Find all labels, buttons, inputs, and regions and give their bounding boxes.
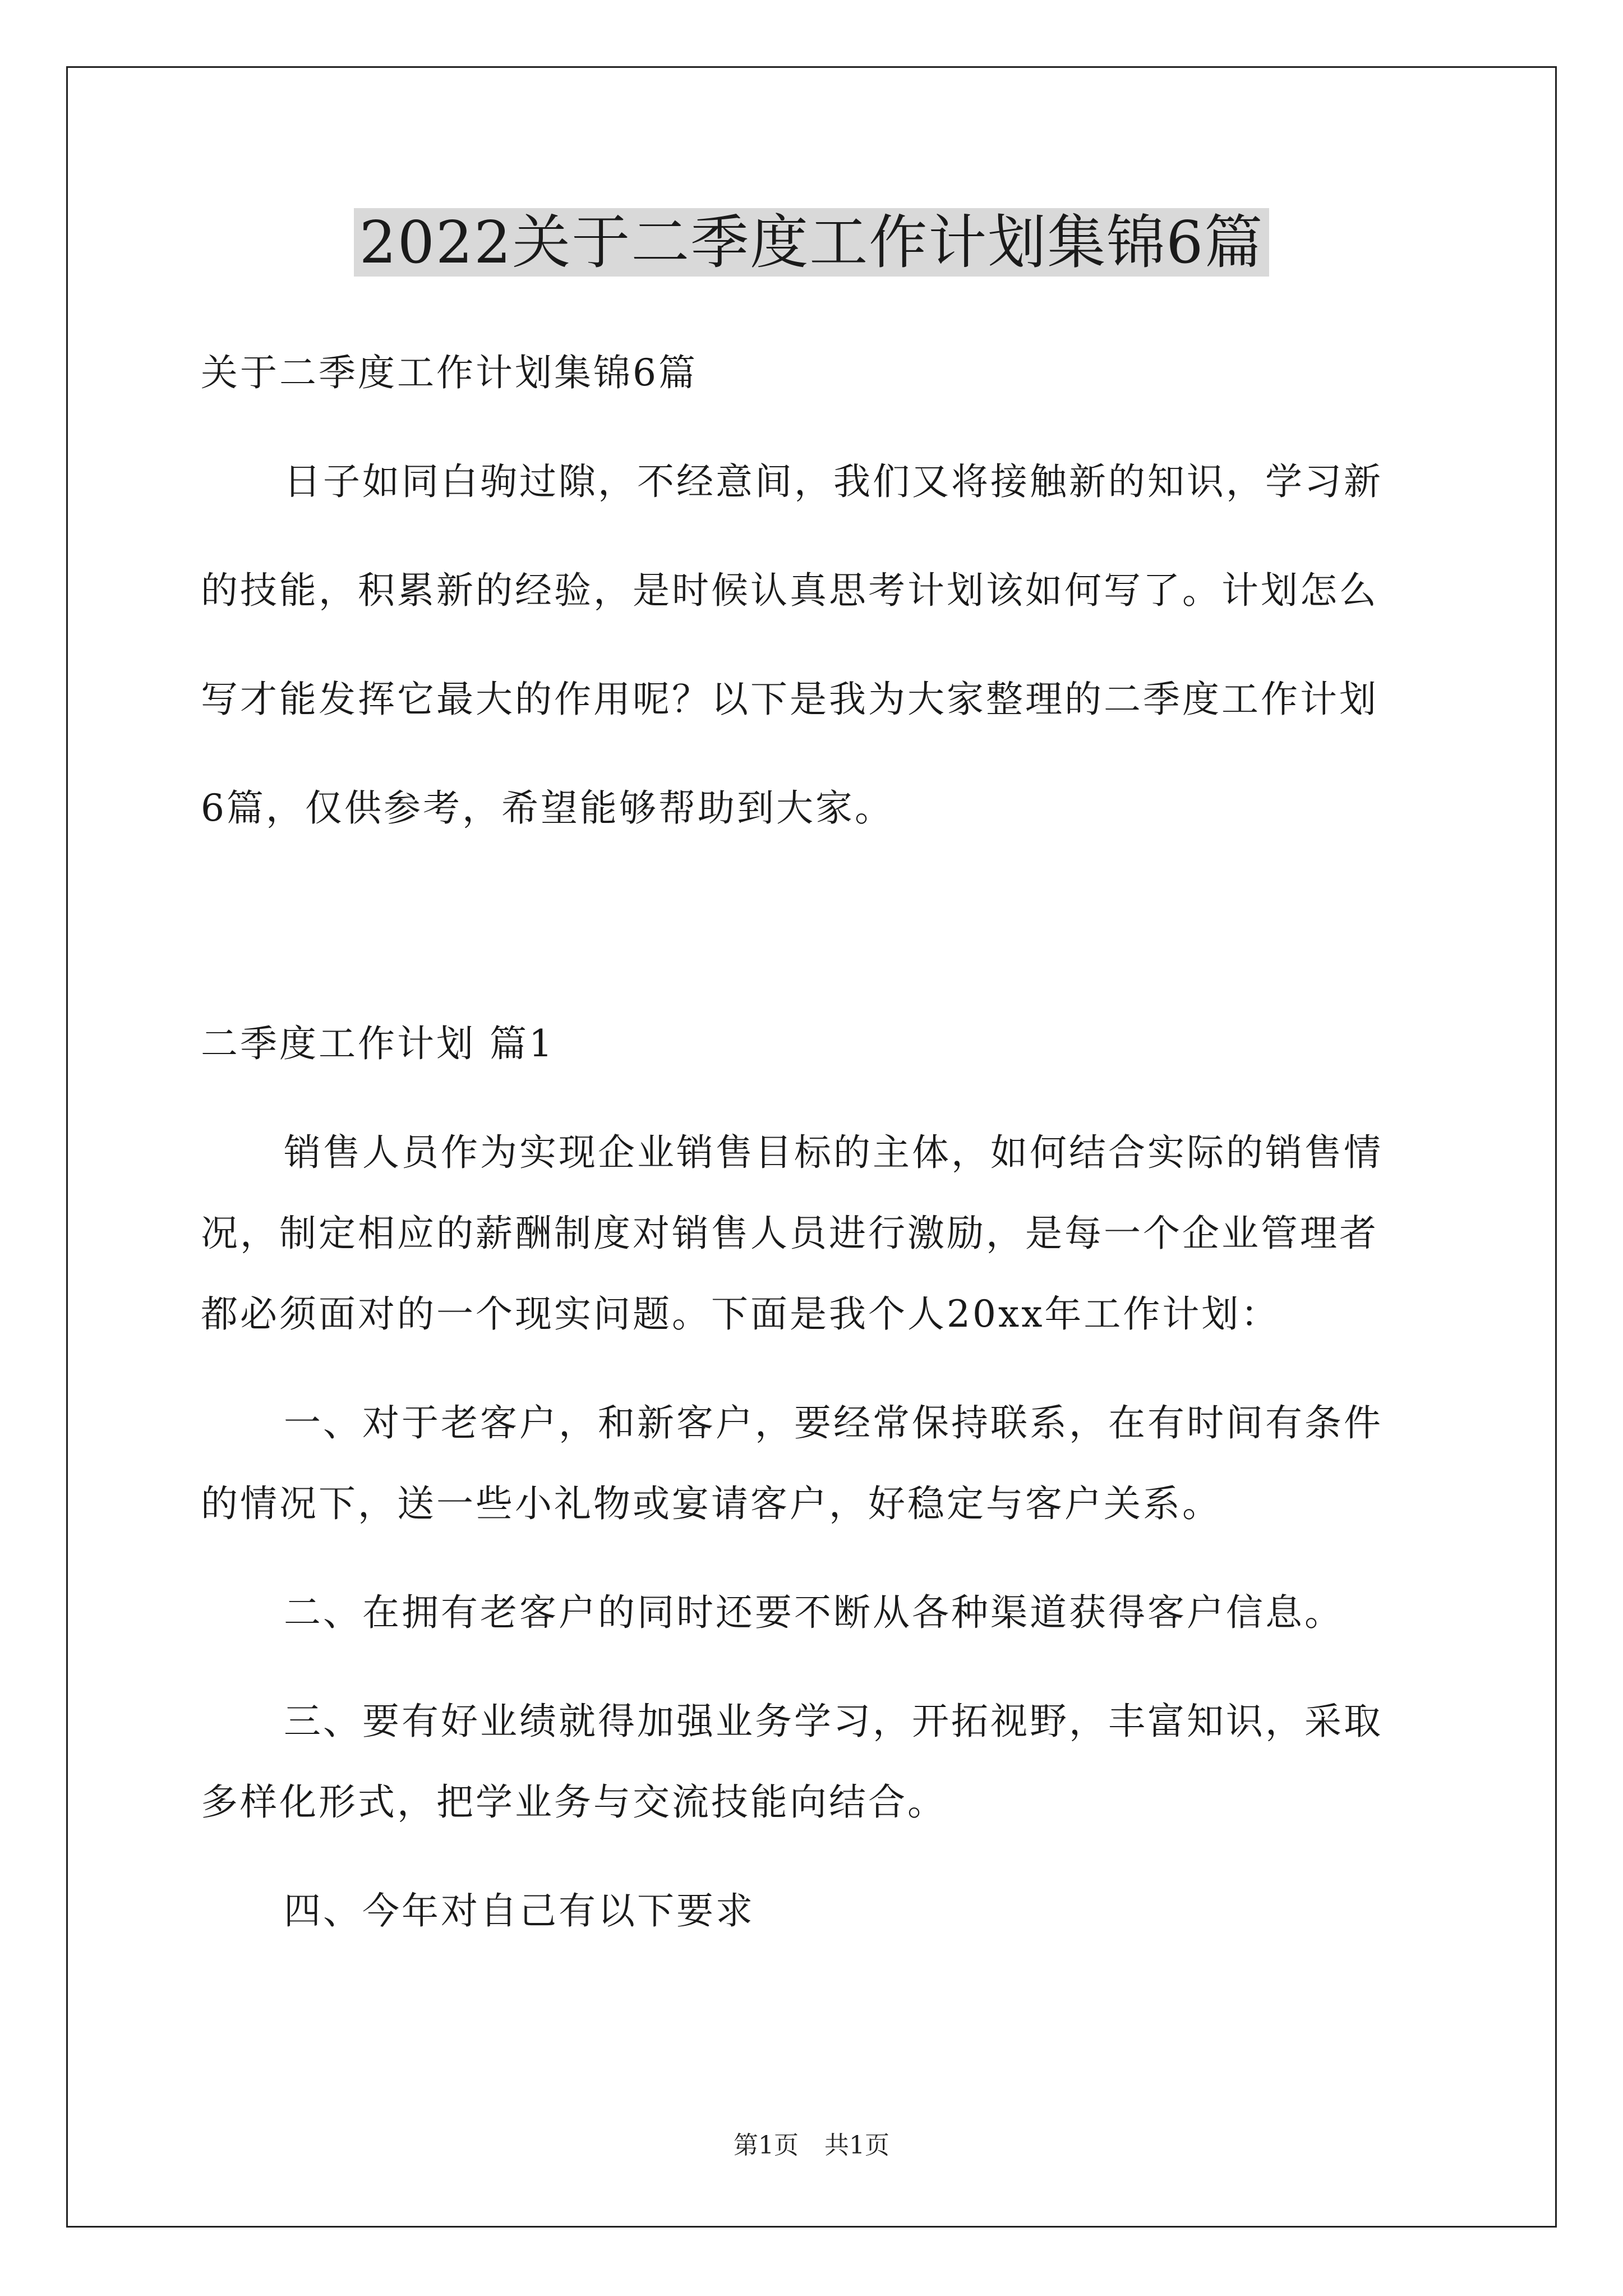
- paragraph-line: 都必须面对的一个现实问题。下面是我个人20xx年工作计划：: [201, 1292, 1280, 1336]
- paragraph-line: 三、要有好业绩就得加强业务学习，开拓视野，丰富知识，采取: [284, 1700, 1383, 1743]
- paragraph-line: 写才能发挥它最大的作用呢？以下是我为大家整理的二季度工作计划: [201, 678, 1378, 721]
- page-footer: [0, 2129, 1623, 2162]
- paragraph-line: 况，制定相应的薪酬制度对销售人员进行激励，是每一个企业管理者: [201, 1212, 1378, 1255]
- paragraph-line: 日子如同白驹过隙，不经意间，我们又将接触新的知识，学习新: [284, 460, 1383, 503]
- page-number-current: 第1页: [734, 2131, 799, 2160]
- paragraph-line: 二、在拥有老客户的同时还要不断从各种渠道获得客户信息。: [284, 1591, 1344, 1634]
- paragraph-line: 6篇，仅供参考，希望能够帮助到大家。: [201, 786, 894, 830]
- page-number-total: 共1页: [824, 2131, 889, 2160]
- paragraph-line: 的情况下，送一些小礼物或宴请客户，好稳定与客户关系。: [201, 1482, 1221, 1525]
- paragraph-line: 多样化形式，把学业务与交流技能向结合。: [201, 1780, 947, 1824]
- paragraph-line: 四、今年对自己有以下要求: [284, 1889, 755, 1932]
- paragraph-line: 的技能，积累新的经验，是时候认真思考计划该如何写了。计划怎么: [201, 569, 1378, 612]
- paragraph-line: 销售人员作为实现企业销售目标的主体，如何结合实际的销售情: [284, 1131, 1383, 1174]
- section-heading: 二季度工作计划 篇1: [201, 1022, 555, 1065]
- heading-intro: 关于二季度工作计划集锦6篇: [201, 351, 698, 394]
- paragraph-line: 一、对于老客户，和新客户，要经常保持联系，在有时间有条件: [284, 1401, 1383, 1444]
- document-title: [0, 203, 1623, 282]
- document-title-text: 2022关于二季度工作计划集锦6篇: [354, 208, 1270, 277]
